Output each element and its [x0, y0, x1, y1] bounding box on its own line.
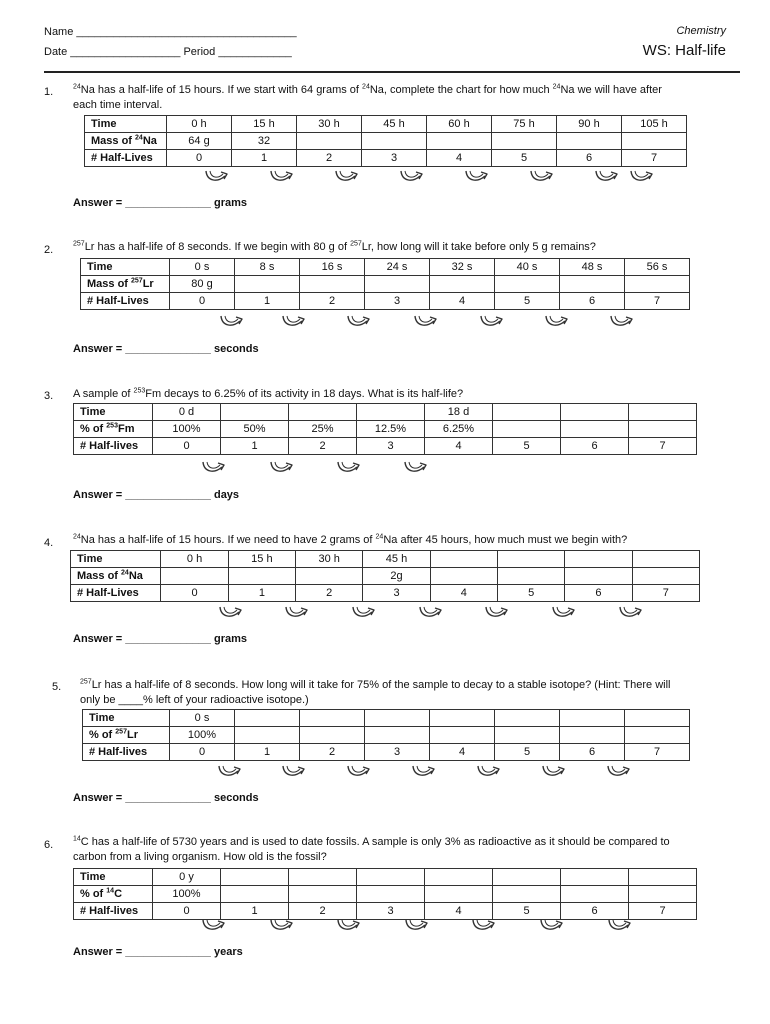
value-cell[interactable]	[629, 421, 697, 438]
time-cell[interactable]	[430, 551, 497, 568]
time-cell[interactable]: 0 d	[153, 404, 221, 421]
time-cell[interactable]	[493, 404, 561, 421]
curved-arrow-icon	[540, 763, 570, 779]
half-lives-row: # Half-lives 0 1 2 3 4 5 6 7	[74, 903, 697, 920]
half-life-cell: 1	[228, 585, 295, 602]
half-life-cell: 7	[629, 903, 697, 920]
half-life-cell: 2	[296, 585, 363, 602]
question-1-number: 1.	[44, 86, 54, 98]
half-life-cell: 0	[167, 150, 232, 167]
time-cell[interactable]: 30 h	[296, 551, 363, 568]
curved-arrow-icon	[216, 763, 246, 779]
half-life-cell: 0	[161, 585, 228, 602]
half-life-cell: 2	[289, 903, 357, 920]
question-1-arrows	[0, 168, 770, 186]
half-life-cell: 3	[365, 744, 430, 761]
half-life-cell: 0	[153, 438, 221, 455]
time-cell[interactable]: 60 h	[427, 116, 492, 133]
time-cell[interactable]: 30 h	[297, 116, 362, 133]
curved-arrow-icon	[280, 763, 310, 779]
time-cell[interactable]	[357, 404, 425, 421]
curved-arrow-icon	[333, 168, 363, 184]
curved-arrow-icon	[475, 763, 505, 779]
question-4-answer[interactable]: Answer = ______________ grams	[73, 633, 247, 645]
time-cell[interactable]	[365, 710, 430, 727]
curved-arrow-icon	[283, 604, 313, 620]
question-3-number: 3.	[44, 390, 54, 402]
time-cell[interactable]: 0 h	[161, 551, 228, 568]
value-cell[interactable]	[300, 276, 365, 293]
value-cell[interactable]	[362, 133, 427, 150]
half-lives-row: # Half-lives 0 1 2 3 4 5 6 7	[83, 744, 690, 761]
question-4-arrows	[0, 604, 770, 622]
curved-arrow-icon	[410, 763, 440, 779]
value-cell[interactable]	[492, 133, 557, 150]
time-cell[interactable]	[289, 869, 357, 886]
value-cell[interactable]: 2g	[363, 568, 430, 585]
half-life-cell: 4	[425, 903, 493, 920]
half-life-cell: 4	[430, 744, 495, 761]
half-life-cell: 5	[492, 150, 557, 167]
percent-row: % of $^{253}$Fm 100% 50% 25% 12.5% 6.25%	[74, 421, 697, 438]
curved-arrow-icon	[412, 313, 442, 329]
curved-arrow-icon	[478, 313, 508, 329]
curved-arrow-icon	[628, 168, 658, 184]
time-cell[interactable]: 0 h	[167, 116, 232, 133]
time-cell[interactable]: 48 s	[560, 259, 625, 276]
curved-arrow-icon	[268, 917, 298, 933]
value-cell[interactable]	[365, 276, 430, 293]
half-life-cell: 3	[357, 438, 425, 455]
curved-arrow-icon	[470, 917, 500, 933]
question-3-arrows	[0, 459, 770, 477]
half-life-cell: 7	[632, 585, 699, 602]
curved-arrow-icon	[550, 604, 580, 620]
time-row: Time 0 s 8 s 16 s 24 s 32 s 40 s 48 s 56 s	[81, 259, 690, 276]
half-life-cell: 1	[235, 744, 300, 761]
question-6-arrows	[0, 917, 770, 935]
time-cell[interactable]: 0 s	[170, 710, 235, 727]
question-3-text: A sample of $^{253}$Fm decays to 6.25% of its activity in 18 days. What is its half-life?	[73, 387, 464, 400]
time-cell[interactable]	[221, 404, 289, 421]
half-life-cell: 1	[232, 150, 297, 167]
question-4-table	[70, 550, 700, 602]
value-cell[interactable]: 32	[232, 133, 297, 150]
question-6-number: 6.	[44, 839, 54, 851]
question-5-number: 5.	[52, 681, 62, 693]
time-cell[interactable]: 45 h	[362, 116, 427, 133]
value-cell[interactable]	[425, 886, 493, 903]
value-cell[interactable]	[228, 568, 295, 585]
half-life-cell: 3	[363, 585, 430, 602]
half-life-cell: 3	[357, 903, 425, 920]
time-cell[interactable]: 15 h	[232, 116, 297, 133]
time-cell[interactable]	[497, 551, 564, 568]
curved-arrow-icon	[398, 168, 428, 184]
time-cell[interactable]	[560, 710, 625, 727]
time-cell[interactable]: 45 h	[363, 551, 430, 568]
time-cell[interactable]: 90 h	[557, 116, 622, 133]
half-lives-row: # Half-Lives 0 1 2 3 4 5 6 7	[85, 150, 687, 167]
time-cell[interactable]: 18 d	[425, 404, 493, 421]
time-row: Time 0 s	[83, 710, 690, 727]
value-cell[interactable]	[629, 886, 697, 903]
time-cell[interactable]	[425, 869, 493, 886]
value-cell[interactable]	[493, 421, 561, 438]
curved-arrow-icon	[483, 604, 513, 620]
half-life-cell: 3	[365, 293, 430, 310]
value-cell[interactable]	[632, 568, 699, 585]
curved-arrow-icon	[335, 459, 365, 475]
half-life-cell: 6	[565, 585, 632, 602]
value-cell[interactable]: 64 g	[167, 133, 232, 150]
half-life-cell: 6	[557, 150, 622, 167]
half-life-cell: 7	[625, 293, 690, 310]
time-cell[interactable]	[629, 404, 697, 421]
question-2-table	[80, 258, 690, 310]
value-cell[interactable]	[357, 886, 425, 903]
time-cell[interactable]	[235, 710, 300, 727]
value-cell[interactable]: 50%	[221, 421, 289, 438]
curved-arrow-icon	[345, 313, 375, 329]
value-cell[interactable]	[430, 568, 497, 585]
half-lives-row: # Half-Lives 0 1 2 3 4 5 6 7	[71, 585, 700, 602]
half-life-cell: 6	[560, 744, 625, 761]
value-cell[interactable]	[625, 276, 690, 293]
curved-arrow-icon	[200, 459, 230, 475]
time-row: Time 0 d 18 d	[74, 404, 697, 421]
time-cell[interactable]	[289, 404, 357, 421]
time-cell[interactable]: 40 s	[495, 259, 560, 276]
curved-arrow-icon	[403, 917, 433, 933]
question-4-number: 4.	[44, 537, 54, 549]
time-cell[interactable]	[357, 869, 425, 886]
value-cell[interactable]	[300, 727, 365, 744]
mass-row: Mass of $^{257}$Lr 80 g	[81, 276, 690, 293]
time-cell[interactable]: 56 s	[625, 259, 690, 276]
curved-arrow-icon	[218, 313, 248, 329]
value-cell[interactable]: 80 g	[170, 276, 235, 293]
mass-row: Mass of $^{24}$Na 64 g 32	[85, 133, 687, 150]
value-cell[interactable]	[289, 886, 357, 903]
time-row: Time 0 h 15 h 30 h 45 h 60 h 75 h 90 h 105 h	[85, 116, 687, 133]
curved-arrow-icon	[608, 313, 638, 329]
value-cell[interactable]	[561, 421, 629, 438]
half-life-cell: 2	[300, 293, 365, 310]
curved-arrow-icon	[350, 604, 380, 620]
question-2-answer[interactable]: Answer = ______________ seconds	[73, 343, 259, 355]
curved-arrow-icon	[463, 168, 493, 184]
half-life-cell: 6	[561, 438, 629, 455]
curved-arrow-icon	[268, 459, 298, 475]
half-life-cell: 6	[560, 293, 625, 310]
value-cell[interactable]	[565, 568, 632, 585]
date-period-label[interactable]: Date __________________ Period ____________	[44, 46, 292, 58]
time-cell[interactable]	[430, 710, 495, 727]
value-cell[interactable]: 6.25%	[425, 421, 493, 438]
curved-arrow-icon	[593, 168, 623, 184]
half-life-cell: 2	[297, 150, 362, 167]
curved-arrow-icon	[345, 763, 375, 779]
half-life-cell: 4	[425, 438, 493, 455]
value-cell[interactable]	[365, 727, 430, 744]
value-cell[interactable]	[560, 727, 625, 744]
half-life-cell: 0	[170, 744, 235, 761]
name-field-label[interactable]: Name ____________________________________	[44, 26, 297, 38]
value-cell[interactable]	[625, 727, 690, 744]
value-cell[interactable]	[560, 276, 625, 293]
question-2-arrows	[0, 313, 770, 331]
question-2-text: $^{257}$Lr has a half-life of 8 seconds. If we begin with 80 g of $^{257}$Lr, how long will it take before only 5 g remains?	[73, 240, 596, 253]
curved-arrow-icon	[335, 917, 365, 933]
half-lives-row: # Half-Lives 0 1 2 3 4 5 6 7	[81, 293, 690, 310]
curved-arrow-icon	[280, 313, 310, 329]
time-row: Time 0 h 15 h 30 h 45 h	[71, 551, 700, 568]
half-life-cell: 4	[430, 293, 495, 310]
half-life-cell: 1	[235, 293, 300, 310]
half-life-cell: 5	[493, 438, 561, 455]
half-life-cell: 4	[430, 585, 497, 602]
value-cell[interactable]	[427, 133, 492, 150]
time-cell[interactable]	[625, 710, 690, 727]
curved-arrow-icon	[605, 763, 635, 779]
mass-row: Mass of $^{24}$Na 2g	[71, 568, 700, 585]
time-cell[interactable]	[565, 551, 632, 568]
time-cell[interactable]	[300, 710, 365, 727]
time-cell[interactable]	[561, 404, 629, 421]
half-life-cell: 2	[289, 438, 357, 455]
value-cell[interactable]	[493, 886, 561, 903]
value-cell[interactable]	[495, 727, 560, 744]
value-cell[interactable]: 100%	[153, 886, 221, 903]
curved-arrow-icon	[200, 917, 230, 933]
time-cell[interactable]	[632, 551, 699, 568]
question-5-table	[82, 709, 690, 761]
subject-label: Chemistry	[676, 25, 726, 37]
half-life-cell: 7	[629, 438, 697, 455]
question-4-text: $^{24}$Na has a half-life of 15 hours. If we need to have 2 grams of $^{24}$Na after 45 hours, how much must we begin with?	[73, 533, 628, 546]
value-cell[interactable]: 100%	[170, 727, 235, 744]
value-cell[interactable]: 25%	[289, 421, 357, 438]
half-life-cell: 5	[495, 744, 560, 761]
half-life-cell: 7	[622, 150, 687, 167]
half-life-cell: 0	[153, 903, 221, 920]
question-2-number: 2.	[44, 244, 54, 256]
time-cell[interactable]: 0 s	[170, 259, 235, 276]
value-cell[interactable]	[495, 276, 560, 293]
value-cell[interactable]	[497, 568, 564, 585]
question-5-answer[interactable]: Answer = ______________ seconds	[73, 792, 259, 804]
value-cell[interactable]	[622, 133, 687, 150]
time-cell[interactable]: 32 s	[430, 259, 495, 276]
curved-arrow-icon	[217, 604, 247, 620]
value-cell[interactable]	[235, 727, 300, 744]
half-life-cell: 4	[427, 150, 492, 167]
value-cell[interactable]: 12.5%	[357, 421, 425, 438]
half-life-cell: 5	[493, 903, 561, 920]
time-cell[interactable]: 15 h	[228, 551, 295, 568]
curved-arrow-icon	[538, 917, 568, 933]
question-1-answer[interactable]: Answer = ______________ grams	[73, 197, 247, 209]
time-cell[interactable]: 24 s	[365, 259, 430, 276]
question-6-table	[73, 868, 697, 920]
curved-arrow-icon	[203, 168, 233, 184]
time-cell[interactable]	[221, 869, 289, 886]
value-cell[interactable]	[297, 133, 362, 150]
question-3-table	[73, 403, 697, 455]
time-cell[interactable]: 0 y	[153, 869, 221, 886]
time-row: Time 0 y	[74, 869, 697, 886]
question-3-answer[interactable]: Answer = ______________ days	[73, 489, 240, 501]
time-cell[interactable]: 75 h	[492, 116, 557, 133]
question-6-text: $^{14}$C has a half-life of 5730 years and is used to date fossils. A sample is only 3% as radioactive as it should be compared to carbon from a living organism. How old is the fossil?	[73, 835, 670, 863]
curved-arrow-icon	[606, 917, 636, 933]
time-cell[interactable]	[629, 869, 697, 886]
curved-arrow-icon	[617, 604, 647, 620]
time-cell[interactable]	[495, 710, 560, 727]
question-6-answer[interactable]: Answer = ______________ years	[73, 946, 243, 958]
value-cell[interactable]	[430, 276, 495, 293]
half-life-cell: 6	[561, 903, 629, 920]
half-life-cell: 1	[221, 438, 289, 455]
value-cell[interactable]	[221, 886, 289, 903]
time-cell[interactable]	[561, 869, 629, 886]
half-life-cell: 1	[221, 903, 289, 920]
curved-arrow-icon	[528, 168, 558, 184]
curved-arrow-icon	[417, 604, 447, 620]
half-life-cell: 2	[300, 744, 365, 761]
curved-arrow-icon	[543, 313, 573, 329]
header-divider	[44, 71, 740, 73]
question-1-table	[84, 115, 687, 167]
percent-row: % of $^{257}$Lr 100%	[83, 727, 690, 744]
value-cell[interactable]	[557, 133, 622, 150]
time-cell[interactable]: 16 s	[300, 259, 365, 276]
value-cell[interactable]	[235, 276, 300, 293]
half-life-cell: 5	[497, 585, 564, 602]
half-life-cell: 0	[170, 293, 235, 310]
half-life-cell: 7	[625, 744, 690, 761]
half-life-cell: 5	[495, 293, 560, 310]
page-title: WS: Half-life	[642, 42, 726, 59]
value-cell[interactable]	[561, 886, 629, 903]
value-cell[interactable]	[161, 568, 228, 585]
value-cell[interactable]	[296, 568, 363, 585]
percent-row: % of $^{14}$C 100%	[74, 886, 697, 903]
value-cell[interactable]	[430, 727, 495, 744]
half-lives-row: # Half-lives 0 1 2 3 4 5 6 7	[74, 438, 697, 455]
curved-arrow-icon	[402, 459, 432, 475]
time-cell[interactable]: 105 h	[622, 116, 687, 133]
question-5-arrows	[0, 763, 770, 781]
time-cell[interactable]	[493, 869, 561, 886]
time-cell[interactable]: 8 s	[235, 259, 300, 276]
half-life-cell: 3	[362, 150, 427, 167]
value-cell[interactable]: 100%	[153, 421, 221, 438]
question-5-text: $^{257}$Lr has a half-life of 8 seconds. How long will it take for 75% of the sample to decay to a stable isotope? (Hint: There will only be ____% left of your radioactive isotope.)	[80, 678, 671, 706]
question-1-text: $^{24}$Na has a half-life of 15 hours. If we start with 64 grams of $^{24}$Na, complete the chart for how much $^{24}$Na we will have after each time interval.	[73, 83, 662, 111]
curved-arrow-icon	[268, 168, 298, 184]
